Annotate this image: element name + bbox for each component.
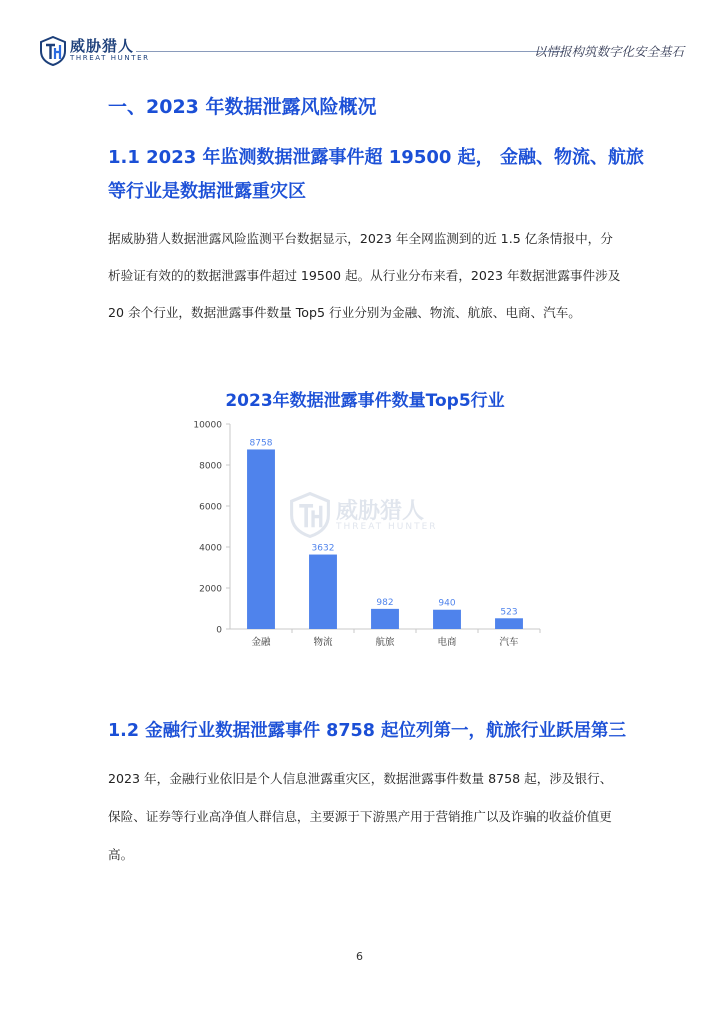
- data-label: 982: [376, 597, 394, 608]
- paragraph-1-line2: 析验证有效的的数据泄露事件超过 19500 起。从行业分布来看，2023 年数据泄露事件涉及: [108, 268, 621, 283]
- paragraph-1-line3: 20 余个行业，数据泄露事件数量 Top5 行业分别为金融、物流、航旅、电商、汽车。: [108, 305, 581, 320]
- y-tick-label: 10000: [193, 420, 222, 431]
- data-label: 8758: [249, 438, 273, 449]
- logo-subtitle: THREAT HUNTER: [70, 54, 150, 62]
- page-header: [40, 34, 684, 70]
- paragraph-2-line1: 2023 年，金融行业依旧是个人信息泄露重灾区，数据泄露事件数量 8758 起，涉及银行、: [108, 771, 613, 786]
- data-label: 3632: [311, 543, 335, 554]
- x-tick-label: 电商: [437, 637, 457, 648]
- chart-title: 2023年数据泄露事件数量Top5行业: [225, 391, 505, 411]
- x-tick-label: 物流: [313, 637, 333, 648]
- page-number: 6: [356, 950, 363, 963]
- y-tick-label: 8000: [199, 461, 222, 472]
- paragraph-2-line2: 保险、证券等行业高净值人群信息，主要源于下游黑产用于营销推广以及诈骗的收益价值更: [108, 809, 612, 824]
- paragraph-2-line3: 高。: [108, 847, 134, 862]
- logo-name: 威胁猎人: [70, 37, 135, 55]
- data-label: 523: [500, 607, 518, 618]
- bar: [433, 610, 461, 629]
- bar: [495, 618, 523, 629]
- bar: [309, 555, 337, 629]
- x-tick-label: 航旅: [375, 637, 395, 648]
- y-tick-label: 0: [216, 625, 222, 636]
- paragraph-1-line1: 据威胁猎人数据泄露风险监测平台数据显示，2023 年全网监测到的近 1.5 亿条情报中，分: [108, 231, 613, 246]
- bar-chart: [180, 380, 550, 660]
- subsection-heading-1-1-line2: 等行业是数据泄露重灾区: [108, 181, 306, 202]
- header-slogan: 以情报构筑数字化安全基石: [533, 44, 684, 59]
- section-heading: 一、2023 年数据泄露风险概况: [108, 96, 377, 118]
- threat-hunter-logo: [40, 34, 150, 68]
- y-tick-label: 6000: [199, 502, 222, 513]
- y-tick-label: 4000: [199, 543, 222, 554]
- header-divider: [136, 51, 564, 52]
- bar: [247, 449, 275, 629]
- subsection-heading-1-1-line1: 1.1 2023 年监测数据泄露事件超 19500 起， 金融、物流、航旅: [108, 147, 644, 168]
- subsection-heading-1-2: 1.2 金融行业数据泄露事件 8758 起位列第一，航旅行业跃居第三: [108, 721, 626, 741]
- watermark-subtitle: THREAT HUNTER: [336, 522, 438, 532]
- x-tick-label: 汽车: [499, 637, 519, 648]
- bar: [371, 609, 399, 629]
- data-label: 940: [438, 598, 456, 609]
- x-tick-label: 金融: [251, 637, 271, 648]
- y-tick-label: 2000: [199, 584, 222, 595]
- shield-logo-icon: [40, 36, 66, 66]
- watermark-name: 威胁猎人: [336, 499, 425, 524]
